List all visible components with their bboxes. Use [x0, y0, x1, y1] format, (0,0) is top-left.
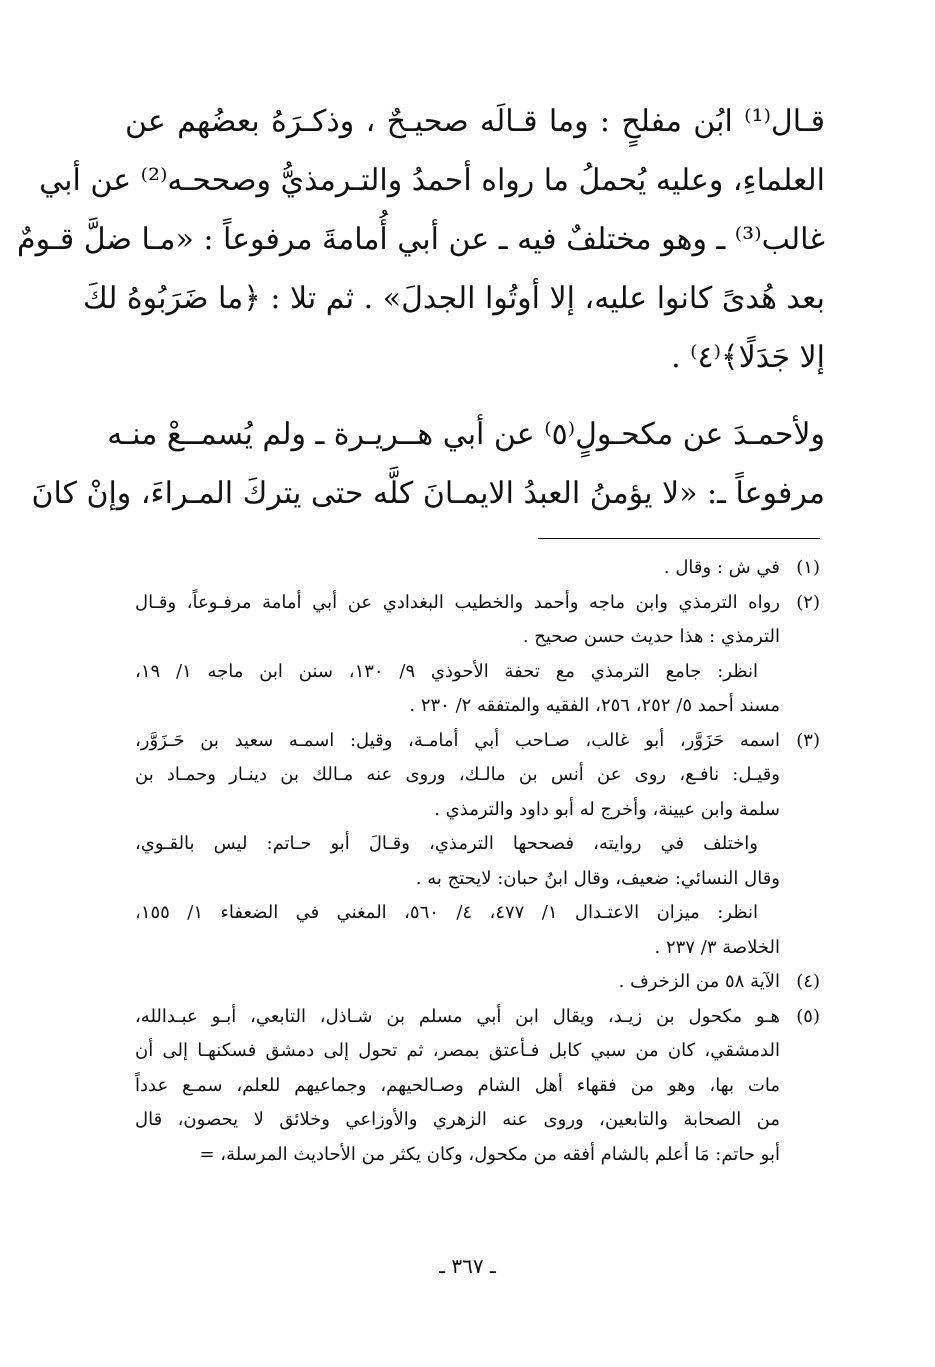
- footnote-line: رواه الترمذي وابن ماجه وأحمد والخطيب البغدادي عن أبي أمامة مرفـوعاً، وقـال: [135, 591, 780, 613]
- footnote-line: اسمه حَزَوَّر، أبو غالب، صـاحب أبي أمامـة، وقيل: اسمـه سعيد بن حَـزَوَّر،: [135, 729, 780, 751]
- footnote-line: مات بها، وهو من فقهاء أهل الشام وصـالحيهم، وجماعيهم للعلم، سمـع عدداً: [135, 1074, 780, 1096]
- footnote-line: هـو مكحول بن زيـد، ويقال ابن أبي مسلم بن شـاذل، التابعي، أبـو عبـدالله،: [135, 1005, 780, 1027]
- footnote-line: وقيـل: نافـع، روى عن أنس بن مالـك، وروى عنه مـالك بن دينـار وحمـاد بن: [135, 764, 780, 785]
- footnote-line: انظر: جامع الترمذي مع تحفة الأحوذي ٩/ ١٣٠، سنن ابن ماجه ١/ ١٩،: [135, 660, 758, 682]
- footnote-body: [135, 1000, 780, 1173]
- footnote-line: واختلف في روايته، فصححها الترمذي، وقـالَ أبو حـاتم: ليس بالقـوي،: [135, 833, 758, 854]
- footnote-line: من الصحابة والتابعين، وروى عنه الزهري والأوزاعي وخلائق لا يحصون، قال: [135, 1109, 780, 1130]
- text-line: غالب⁽³⁾ ـ وهو مختلفٌ فيه ـ عن أبي أُمامةَ مرفوعاً : «مـا ضلَّ قـومٌ: [17, 222, 825, 257]
- footnote-number: (٤): [796, 971, 820, 992]
- footnote-number: (٥): [796, 1005, 820, 1027]
- footnote-line: الترمذي : هذا حديث حسن صحيح .: [522, 626, 780, 647]
- footnote-number: (٢): [796, 591, 820, 613]
- text-line: مرفوعاً ـ: «لا يؤمنُ العبدُ الايمـانَ كلَّه حتى يتركَ المـراءَ، وإنْ كانَ: [31, 476, 825, 511]
- footnote-line: الخلاصة ٣/ ٢٣٧ .: [654, 936, 780, 958]
- footnote-line: مسند أحمد ٥/ ٢٥٢، ٢٥٦، الفقيه والمتفقه ٢/ ٢٣٠ .: [409, 695, 780, 716]
- page-number: ـ ٣٦٧ ـ: [439, 1254, 496, 1278]
- footnote-line: الآية ٥٨ من الزخرف .: [618, 971, 780, 992]
- footnotes: [135, 551, 820, 1172]
- main-paragraph: [17, 92, 825, 387]
- text-line: ولأحمـدَ عن مكحـولٍ⁽٥⁾ عن أبي هــريـرة ـ ولم يُسمــعْ منـه: [107, 417, 825, 452]
- footnote: [135, 551, 820, 586]
- footnote: [135, 1000, 820, 1173]
- footnote-line: الدمشقي، كان من سبي كابل فـأعتق بمصر، ثم تحول إلى دمشق فسكنهـا إلى أن: [135, 1040, 780, 1061]
- paragraph-gap: [125, 387, 825, 405]
- footnote-line: سلمة وابن عيينة، وأخرج له أبو داود والترمذي .: [434, 798, 780, 820]
- footnote: [135, 586, 820, 724]
- footnote-line: انظر: ميزان الاعتـدال ١/ ٤٧٧، ٤/ ٥٦٠، المغني في الضعفاء ١/ ١٥٥،: [135, 902, 758, 923]
- text-line: العلماءِ، وعليه يُحملُ ما رواه أحمدُ والتـرمذيُّ وصححـه⁽²⁾ عن أبي: [39, 163, 825, 198]
- footnote-number: (١): [796, 557, 820, 578]
- footnote-body: [135, 586, 780, 724]
- text-line: إلا جَدَلًا﴾⁽٤⁾ .: [671, 340, 825, 375]
- footnote-body: [135, 724, 780, 966]
- text-line: بعد هُدىً كانوا عليه، إلا أوتُوا الجدلَ» . ثم تلا : ﴿ما ضَرَبُوهُ لكَ: [82, 281, 825, 316]
- footnote-line: وقال النسائي: ضعيف، وقال ابنُ حبان: لايحتج به .: [415, 867, 780, 889]
- main-text: [17, 92, 825, 523]
- main-paragraph: [31, 405, 825, 523]
- footnote: [135, 965, 820, 1000]
- footnote: [135, 724, 820, 966]
- footnote-line: أبو حاتم: مَا أعلم بالشام أفقه من مكحول، وكان يكثر من الأحاديث المرسلة، =: [199, 1143, 780, 1165]
- footnote-body: [135, 551, 780, 586]
- footnote-divider: [538, 538, 820, 539]
- footnote-line: في ش : وقال .: [663, 557, 780, 578]
- footnote-body: [135, 965, 780, 1000]
- footnote-number: (٣): [796, 729, 820, 751]
- text-line: قـال⁽¹⁾ ابُن مفلحٍ : وما قـالَه صحيـحٌ ، وذكـرَهُ بعضُهم عن: [125, 104, 825, 139]
